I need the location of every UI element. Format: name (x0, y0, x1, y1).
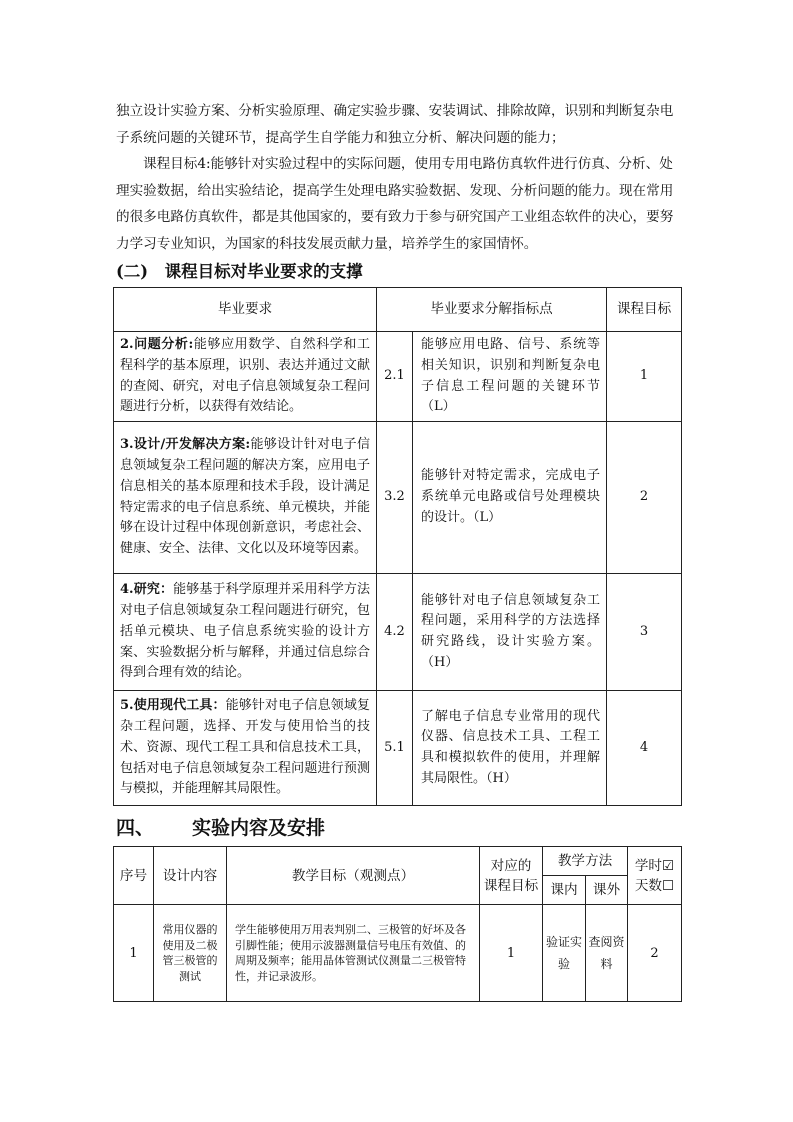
header-out-class: 课外 (586, 876, 628, 905)
requirement-label: 2.问题分析: (120, 337, 194, 352)
header-indicator-points: 毕业要求分解指标点 (377, 288, 607, 332)
course-goal-value: 2 (607, 422, 682, 574)
requirement-text: 能够设计针对电子信息领域复杂工程问题的解决方案，应用电子信息相关的基本原理和技术手段，设计满足特定需求的电子信息系统、单元模块，并能够在设计过程中体现创新意识，考虑社会、健康、安全、法律、文化以及环境等因素。 (120, 437, 370, 557)
table-row (114, 574, 682, 691)
indicator-description: 了解电子信息专业常用的现代仪器、信息技术工具、工程工具和模拟软件的使用，并理解其局限性。（H） (413, 691, 607, 806)
indicator-code: 3.2 (377, 422, 413, 574)
row-in-class-method: 验证实验 (543, 905, 586, 1002)
table-row (114, 332, 682, 422)
requirement-label: 5.使用现代工具： (120, 698, 226, 714)
table-row (114, 422, 682, 574)
indicator-description: 能够针对特定需求，完成电子系统单元电路或信号处理模块的设计。（L） (413, 422, 607, 574)
goal4-text: 能够针对实验过程中的实际问题，使用专用电路仿真软件进行仿真、分析、处理实验数据，给出实验结论，提高学生处理电路实验数据、发现、分析问题的能力。现在常用的很多电路仿真软件，都是其他国家的，要有致力于参与研究国产工业组态软件的决心，要努力学习专业知识，为国家的科技发展贡献力量，培养学生的家国情怀。 (116, 156, 674, 252)
indicator-description: 能够应用电路、信号、系统等相关知识，识别和判断复杂电子信息工程问题的关键环节（L） (413, 332, 607, 422)
header-objective: 教学目标（观测点） (227, 847, 480, 905)
requirement-label: 4.研究： (120, 582, 174, 598)
section-2-title: (二) 课程目标对毕业要求的支撑 (116, 262, 363, 281)
table-row (114, 905, 682, 1002)
row-topic: 常用仪器的使用及二极管三极管的测试 (154, 905, 227, 1002)
header-course-goal-line-1: 对应的 (490, 857, 532, 874)
header-course-goal: 课程目标 (607, 288, 682, 332)
intro-paragraph-1: 独立设计实验方案、分析实验原理、确定实验步骤、安装调试、排除故障，识别和判断复杂电子系统问题的关键环节，提高学生自学能力和独立分析、解决问题的能力； (116, 103, 674, 146)
table-header-row (114, 288, 682, 332)
requirement-cell (114, 332, 377, 422)
indicator-code: 4.2 (377, 574, 413, 691)
row-seq: 1 (114, 905, 154, 1002)
row-course-goal: 1 (480, 905, 543, 1002)
header-hours-line-1: 学时☑ (634, 857, 675, 874)
requirement-cell (114, 691, 377, 806)
requirement-text: 能够基于科学原理并采用科学方法对电子信息领域复杂工程问题进行研究，包括单元模块、电子信息系统实验的设计方案、实验数据分析与解释，并通过信息综合得到合理有效的结论。 (120, 582, 370, 681)
requirement-text: 能够针对电子信息领域复杂工程问题，选择、开发与使用恰当的技术、资源、现代工程工具和信息技术工具，包括对电子信息领域复杂工程问题进行预测与模拟，并能理解其局限性。 (120, 698, 370, 797)
header-hours (628, 847, 682, 905)
course-goal-value: 1 (607, 332, 682, 422)
row-out-class-method: 查阅资料 (586, 905, 628, 1002)
row-hours: 2 (628, 905, 682, 1002)
requirement-cell (114, 422, 377, 574)
header-seq: 序号 (114, 847, 154, 905)
header-course-goal-line-2: 课程目标 (483, 877, 539, 894)
header-teaching-method: 教学方法 (543, 847, 628, 876)
section-4-number: 四、 (116, 817, 155, 839)
header-graduation-requirement: 毕业要求 (114, 288, 377, 332)
section-4-title (116, 813, 325, 840)
intro-paragraph-2 (116, 151, 678, 257)
indicator-code: 2.1 (377, 332, 413, 422)
indicator-code: 5.1 (377, 691, 413, 806)
requirement-text: 能够应用数学、自然科学和工程科学的基本原理，识别、表达并通过文献的查阅、研究，对电子信息领域复杂工程问题进行分析，以获得有效结论。 (120, 337, 370, 415)
experiment-schedule-table (113, 846, 682, 1002)
header-topic: 设计内容 (154, 847, 227, 905)
indicator-description: 能够针对电子信息领域复杂工程问题，采用科学的方法选择研究路线，设计实验方案。（H） (413, 574, 607, 691)
requirement-label: 3.设计/开发解决方案: (120, 437, 251, 453)
header-course-goal (480, 847, 543, 905)
row-objective: 学生能够使用万用表判别二、三极管的好坏及各引脚性能；使用示波器测量信号电压有效值、的周期及频率；能用晶体管测试仪测量二三极管特性，并记录波形。 (227, 905, 480, 1002)
table-header-row (114, 847, 682, 876)
section-4-heading: 实验内容及安排 (192, 817, 326, 839)
intro-text (116, 98, 678, 257)
requirement-cell (114, 574, 377, 691)
course-goal-value: 3 (607, 574, 682, 691)
header-in-class: 课内 (543, 876, 586, 905)
course-goal-value: 4 (607, 691, 682, 806)
header-hours-line-2: 天数☐ (634, 877, 675, 894)
requirements-support-table (113, 287, 682, 806)
goal4-label: 课程目标4: (143, 156, 211, 172)
table-row (114, 691, 682, 806)
